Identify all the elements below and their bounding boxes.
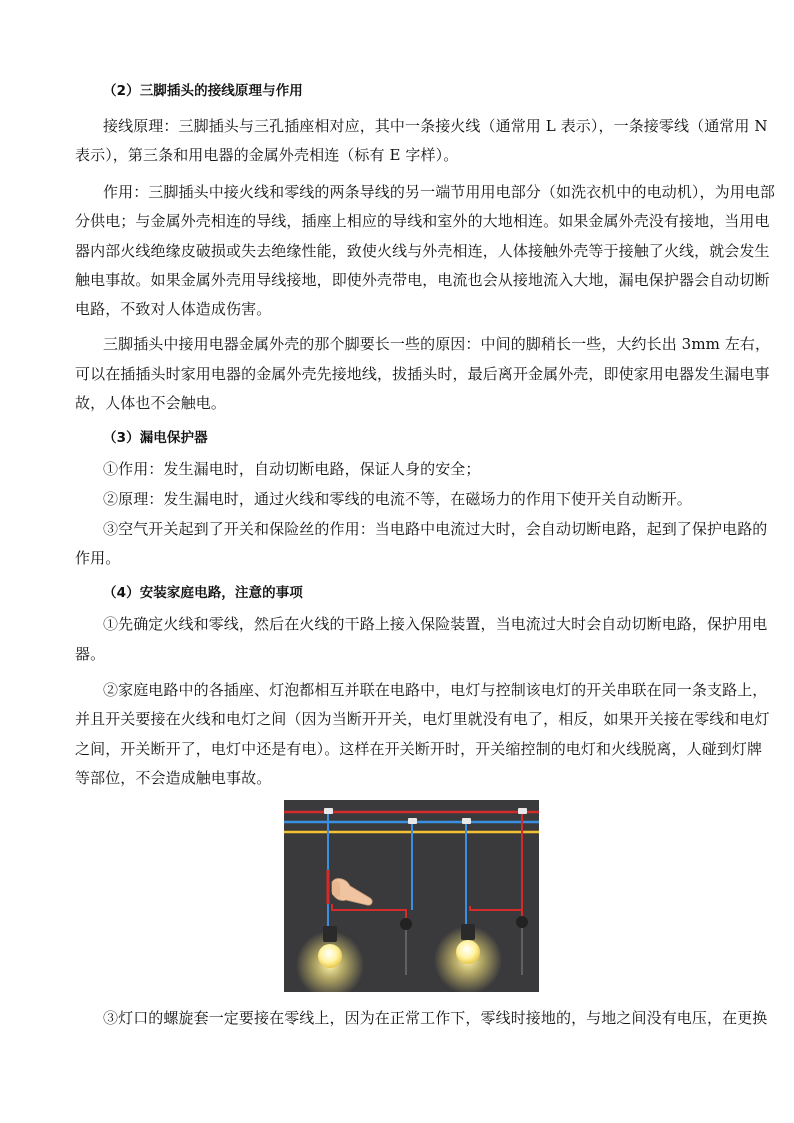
paragraph-line: ①先确定火线和零线，然后在火线的干路上接入保险装置，当电流过大时会自动切断电路，保护用电 <box>103 615 768 633</box>
paragraph-line: 等部位，不会造成触电事故。 <box>75 769 272 787</box>
paragraph-line: 电路，不致对人体造成伤害。 <box>75 300 272 318</box>
section-heading-3: （3）漏电保护器 <box>103 430 208 446</box>
paragraph-line: 作用。 <box>75 549 121 567</box>
paragraph-line: ②原理：发生漏电时，通过火线和零线的电流不等，在磁场力的作用下使开关自动断开。 <box>103 490 692 508</box>
paragraph-line: ①作用：发生漏电时，自动切断电路，保证人身的安全； <box>103 460 481 478</box>
paragraph-line: ③灯口的螺旋套一定要接在零线上，因为在正常工作下，零线时接地的，与地之间没有电压，在更换 <box>103 1009 768 1027</box>
paragraph-line: 接线原理：三脚插头与三孔插座相对应，其中一条接火线（通常用 L 表示），一条接零线（通常用 N <box>103 117 768 135</box>
bulb-icon <box>456 940 480 964</box>
paragraph-line: 器。 <box>75 645 106 663</box>
paragraph-line: 并且开关要接在火线和电灯之间（因为当断开开关，电灯里就没有电了，相反，如果开关接在零线和电灯 <box>75 710 770 728</box>
paragraph-line: 可以在插插头时家用电器的金属外壳先接地线，拔插头时，最后离开金属外壳，即使家用电器发生漏电事 <box>75 365 770 383</box>
section-heading-4: （4）安装家庭电路，注意的事项 <box>103 585 303 601</box>
paragraph-line: 之间，开关断开了，电灯中还是有电）。这样在开关断开时，开关缩控制的电灯和火线脱离，人碰到灯牌 <box>75 740 763 758</box>
paragraph-line: 分供电；与金属外壳相连的导线，插座上相应的导线和室外的大地相连。如果金属外壳没有接地，当用电 <box>75 212 770 230</box>
paragraph-line: 触电事故。如果金属外壳用导线接地，即使外壳带电，电流也会从接地流入大地，漏电保护器会自动切断 <box>75 271 770 289</box>
circuit-svg <box>284 800 539 992</box>
paragraph-line: ②家庭电路中的各插座、灯泡都相互并联在电路中，电灯与控制该电灯的开关串联在同一条支路上， <box>103 681 768 699</box>
paragraph-line: 故，人体也不会触电。 <box>75 394 227 412</box>
bulb-icon <box>318 944 342 968</box>
paragraph-line: 器内部火线绝缘皮破损或失去绝缘性能，致使火线与外壳相连，人体接触外壳等于接触了火线，就会发生 <box>75 242 770 260</box>
paragraph-line: 三脚插头中接用电器金属外壳的那个脚要长一些的原因：中间的脚稍长一些，大约长出 3mm 左右， <box>103 335 771 353</box>
section-heading-2: （2）三脚插头的接线原理与作用 <box>103 83 303 99</box>
paragraph-line: 表示），第三条和用电器的金属外壳相连（标有 E 字样）。 <box>75 146 459 164</box>
paragraph-line: 作用：三脚插头中接火线和零线的两条导线的另一端节用用电部分（如洗衣机中的电动机），为用电部 <box>103 183 776 201</box>
circuit-illustration-icon <box>284 800 539 992</box>
paragraph-line: ③空气开关起到了开关和保险丝的作用：当电路中电流过大时，会自动切断电路，起到了保护电路的 <box>103 520 768 538</box>
